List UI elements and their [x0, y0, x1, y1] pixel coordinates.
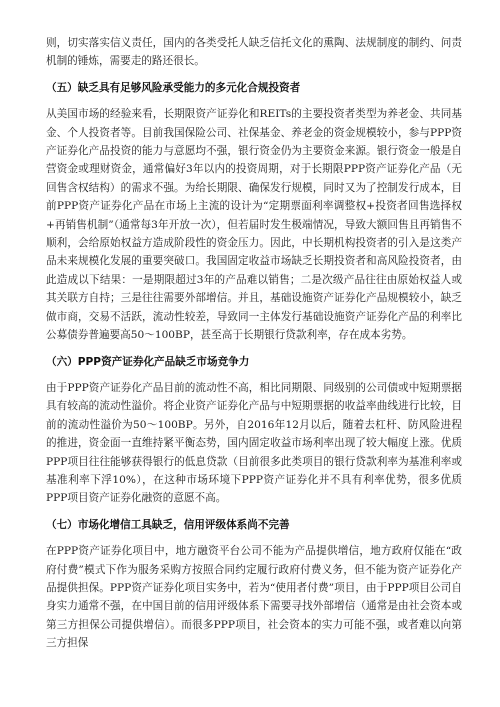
section-heading: （五）缺乏具有足够风险承受能力的多元化合规投资者: [46, 81, 301, 94]
section-5: [46, 79, 462, 345]
section-6: [46, 353, 462, 508]
section-heading: （七）市场化增信工具缺乏，信用评级体系尚不完善: [46, 518, 290, 531]
section-body: 由于PPP资产证券化产品目前的流动性不高，相比同期限、同级别的公司债或中短期票据具有较高的流动性溢价。将企业资产证券化产品与中短期票据的收益率曲线进行比较，目前的流动性溢价为50～100BP。另外，自2016年12月以后，随着去杠杆、防风险进程的推进，资金面一直维持紧平衡态势，国内固定收益市场利率出现了较大幅度上涨。优质PPP项目往往能够获得银行的低息贷款（目前很多此类项目的银行贷款利率为基准利率或基准利率下浮10%），在这种市场环境下PPP资产证券化并不具有利率优势，很多优质PPP项目资产证券化融资的意愿不高。: [46, 381, 462, 505]
section-body: 从美国市场的经验来看，长期限资产证券化和REITs的主要投资者类型为养老金、共同基金、个人投资者等。目前我国保险公司、社保基金、养老金的资金规模较小，参与PPP资产证券化产品投资的能力与意愿均不强，银行资金仍为主要资金来源。银行资金一般是自营资金或理财资金，通常偏好3年以内的投资周期，对于长期限PPP资产证券化产品（无回售含权结构）的需求不强。为给长期限、确保发行规模，同时又为了控制发行成本，目前PPP资产证券化产品在市场上主流的设计为“定期票面利率调整权+投资者回售选择权+再销售机制”（通常每3年开放一次），但若届时发生极端情况，导致大额回售且再销售不顺利，会给原始权益方造成阶段性的资金压力。因此，中长期机构投资者的引入是这类产品未来规模化发展的重要突破口。我国固定收益市场缺乏长期投资者和高风险投资者，由此造成以下结果：一是期限超过3年的产品难以销售；二是次级产品往往由原始权益人或其关联方自持；三是往往需要外部增信。并且，基础设施资产证券化产品规模较小，缺乏做市商，交易不活跃，流动性较差，导致同一主体发行基础设施资产证券化产品的利率比公募债券普遍要高50～100BP，甚至高于长期银行贷款利率，存在成本劣势。: [46, 108, 462, 342]
section-7: [46, 516, 462, 653]
section-heading: （六）PPP资产证券化产品缺乏市场竞争力: [46, 355, 250, 368]
intro-paragraph: 则，切实落实信义责任，国内的各类受托人缺乏信托文化的熏陶、法规制度的制约、问责机制的锤炼，需要走的路还很长。: [46, 37, 462, 68]
section-body: 在PPP资产证券化项目中，地方融资平台公司不能为产品提供增信，地方政府仅能在“政府付费”模式下作为服务采购方按照合同约定履行政府付费义务，但不能为资产证券化产品提供担保。PPP资产证券化项目实务中，若为“使用者付费”项目，由于PPP项目公司自身实力通常不强，在中国目前的信用评级体系下需要寻找外部增信（通常是由社会资本或第三方担保公司提供增信）。而很多PPP项目，社会资本的实力可能不强，或者难以向第三方担保: [46, 545, 462, 650]
document-body: [46, 34, 462, 653]
